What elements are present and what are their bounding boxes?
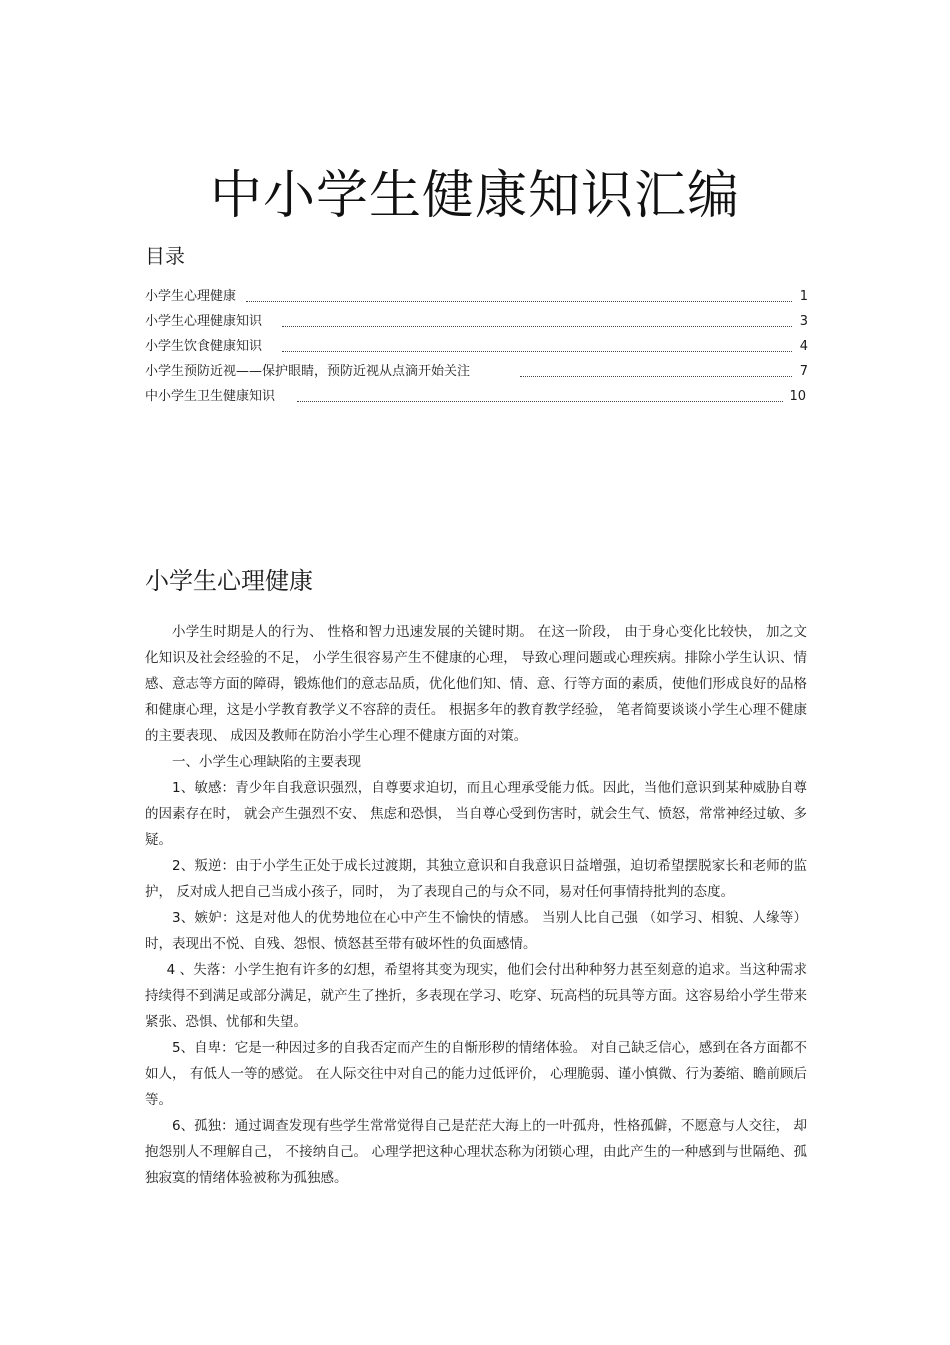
toc-entry-page: 10 (789, 389, 806, 404)
body-paragraph: 5、自卑：它是一种因过多的自我否定而产生的自惭形秽的情绪体验。 对自己缺乏信心，感到在各方面都不如人， 有低人一等的感觉。 在人际交往中对自己的能力过低评价， 心理脆弱、谨小慎微、行为萎缩、瞻前顾后等。 (145, 1040, 807, 1108)
toc-entry-page: 7 (799, 364, 808, 379)
body-paragraph: 小学生时期是人的行为、 性格和智力迅速发展的关键时期。 在这一阶段， 由于身心变化比较快， 加之文化知识及社会经验的不足， 小学生很容易产生不健康的心理， 导致心理问题或心理疾病。排除小学生认识、情感、意志等方面的障碍，锻炼他们的意志品质，优化他们知、情、意、行等方面的素质，使他们形成良好的品格和健康心理，这是小学教育教学义不容辞的责任。 根据多年的教育教学经验， 笔者简要谈谈小学生心理不健康的主要表现、 成因及教师在防治小学生心理不健康方面的对策。 (145, 624, 807, 744)
toc-dot-leader (282, 351, 792, 352)
body-paragraph: 6、孤独：通过调查发现有些学生常常觉得自己是茫茫大海上的一叶孤舟，性格孤僻，不愿意与人交往， 却抱怨别人不理解自己， 不接纳自己。 心理学把这种心理状态称为闭锁心理，由此产生的一种感到与世隔绝、孤独寂寞的情绪体验被称为孤独感。 (145, 1118, 807, 1186)
document-title: 中小学生健康知识汇编 (209, 165, 740, 226)
body-paragraph: 1、敏感：青少年自我意识强烈，自尊要求迫切，而且心理承受能力低。因此，当他们意识到某种威胁自尊的因素存在时， 就会产生强烈不安、 焦虑和恐惧， 当自尊心受到伤害时，就会生气、愤怒，常常神经过敏、多疑。 (145, 780, 807, 848)
toc-heading: 目录 (145, 244, 185, 268)
toc-entry[interactable] (145, 306, 808, 331)
toc-entry[interactable] (145, 281, 808, 306)
toc-entry[interactable] (145, 381, 808, 406)
subsection-heading: 一、小学生心理缺陷的主要表现 (172, 754, 361, 770)
toc-entry-page: 1 (799, 289, 808, 304)
section-heading: 小学生心理健康 (145, 566, 313, 595)
toc-entry-page: 3 (799, 314, 808, 329)
table-of-contents (145, 281, 808, 406)
toc-entry-label: 小学生预防近视——保护眼睛，预防近视从点滴开始关注 (145, 364, 471, 379)
toc-entry-page: 4 (799, 339, 808, 354)
body-paragraph: 3、嫉妒：这是对他人的优势地位在心中产生不愉快的情感。 当别人比自己强 （如学习、相貌、人缘等）时，表现出不悦、自残、怨恨、愤怒甚至带有破坏性的负面感情。 (145, 910, 807, 952)
toc-dot-leader (282, 326, 792, 327)
toc-entry-label: 小学生心理健康 (145, 289, 237, 304)
toc-entry[interactable] (145, 356, 808, 381)
toc-dot-leader (297, 401, 783, 402)
toc-entry-label: 小学生心理健康知识 (145, 314, 263, 329)
toc-entry-label: 中小学生卫生健康知识 (145, 389, 276, 404)
body-paragraph: 4 、失落：小学生抱有许多的幻想，希望将其变为现实，他们会付出种种努力甚至刻意的追求。当这种需求持续得不到满足或部分满足，就产生了挫折，多表现在学习、吃穿、玩高档的玩具等方面。这容易给小学生带来紧张、恐惧、忧郁和失望。 (145, 962, 807, 1030)
toc-dot-leader (246, 301, 792, 302)
section-body (145, 619, 807, 1191)
toc-entry-label: 小学生饮食健康知识 (145, 339, 263, 354)
toc-dot-leader (520, 376, 792, 377)
toc-entry[interactable] (145, 331, 808, 356)
body-paragraph: 2、叛逆：由于小学生正处于成长过渡期，其独立意识和自我意识日益增强，迫切希望摆脱家长和老师的监护， 反对成人把自己当成小孩子，同时， 为了表现自己的与众不同，易对任何事情持批判的态度。 (145, 858, 807, 900)
